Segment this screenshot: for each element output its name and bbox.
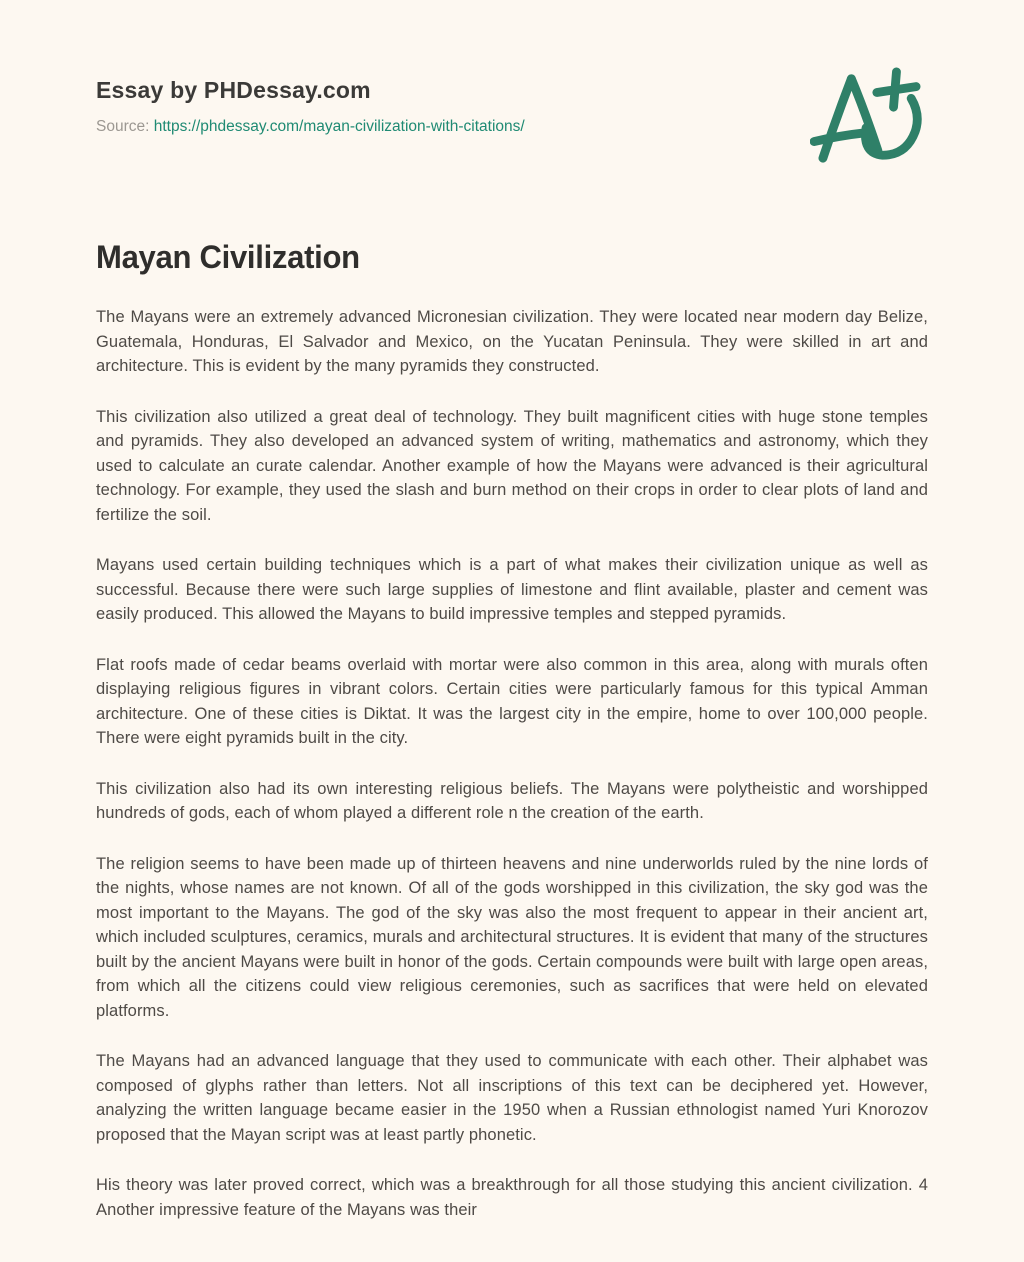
header-text-block (96, 78, 525, 137)
page-header (96, 78, 928, 168)
byline: Essay by PHDessay.com (96, 77, 371, 103)
essay-paragraph: The Mayans were an extremely advanced Micronesian civilization. They were located near modern day Belize, Guatemala, Honduras, El Salvador and Mexico, on the Yucatan Peninsula. They were skilled in art and architecture. This is evident by the many pyramids they constructed. (96, 308, 928, 376)
essay-paragraph: This civilization also utilized a great deal of technology. They built magnificent cities with huge stone temples and pyramids. They also developed an advanced system of writing, mathematics and astronomy, which they used to calculate an curate calendar. Another example of how the Mayans were advanced is their agricultural technology. For example, they used the slash and burn method on their crops in order to clear plots of land and fertilize the soil. (96, 407, 928, 524)
a-plus-logo-icon (810, 66, 928, 168)
essay-paragraph: Mayans used certain building techniques which is a part of what makes their civilization unique as well as successful. Because there were such large supplies of limestone and flint available, plaster and cement was easily produced. This allowed the Mayans to build impressive temples and stepped pyramids. (96, 556, 928, 624)
essay-paragraph: This civilization also had its own interesting religious beliefs. The Mayans were polytheistic and worshipped hundreds of gods, each of whom played a different role n the creation of the earth. (96, 779, 928, 823)
essay-paragraph: Flat roofs made of cedar beams overlaid with mortar were also common in this area, along with murals often displaying religious figures in vibrant colors. Certain cities were particularly famous for this typical Amman architecture. One of these cities is Diktat. It was the largest city in the empire, home to over 100,000 people. There were eight pyramids built in the city. (96, 655, 928, 748)
essay-paragraph: His theory was later proved correct, which was a breakthrough for all those studying this ancient civilization. 4 Another impressive feature of the Mayans was their (96, 1176, 928, 1219)
source-line (96, 117, 525, 137)
source-label: Source: (96, 118, 150, 136)
source-url-link[interactable]: https://phdessay.com/mayan-civilization-with-citations/ (153, 118, 525, 136)
essay-paragraph: The Mayans had an advanced language that they used to communicate with each other. Their alphabet was composed of glyphs rather than letters. Not all inscriptions of this text can be deciphered yet. However, analyzing the written language became easier in the 1950 when a Russian ethnologist named Yuri Knorozov proposed that the Mayan script was at least partly phonetic. (96, 1052, 928, 1144)
essay-body (96, 305, 928, 1222)
essay-paragraph: The religion seems to have been made up of thirteen heavens and nine underworlds ruled by the nine lords of the nights, whose names are not known. Of all of the gods worshipped in this civilization, the sky god was the most important to the Mayans. The god of the sky was also the most frequent to appear in their ancient art, which included sculptures, ceramics, murals and architectural structures. It is evident that many of the structures built by the ancient Mayans were built in honor of the gods. Certain compounds were built with large open areas, from which all the citizens could view religious ceremonies, such as sacrifices that were held on elevated platforms. (96, 854, 928, 1020)
essay-title: Mayan Civilization (96, 239, 360, 275)
